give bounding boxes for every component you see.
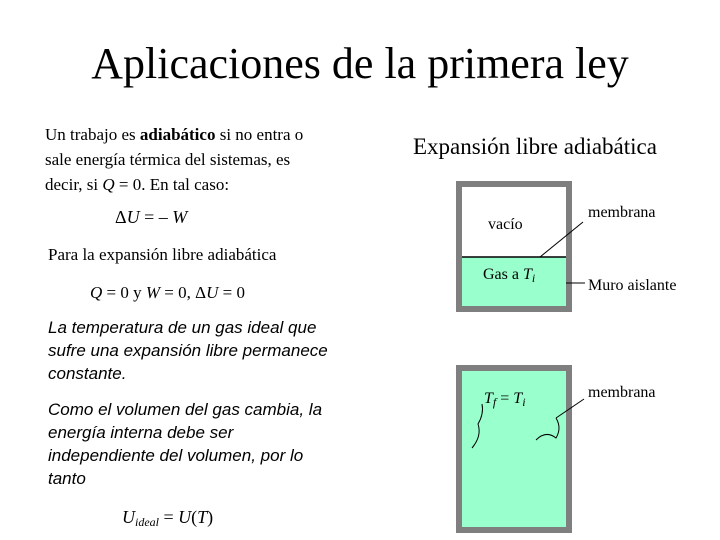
label-text: = [496, 390, 514, 407]
paragraph-line: Como el volumen del gas cambia, la [48, 400, 323, 419]
var-u: U [178, 507, 192, 527]
var-t: T [484, 390, 493, 407]
var-w: W [172, 207, 188, 227]
eq-text: = 0 y [102, 283, 146, 302]
paragraph-line: tanto [48, 469, 86, 488]
label-gas-initial [483, 266, 535, 286]
label-insulating-wall: Muro aislante [588, 277, 677, 294]
var-u: U [126, 207, 140, 227]
var-u: U [206, 283, 219, 302]
subscript-f: f [492, 395, 497, 409]
intro-text: decir, si [45, 175, 103, 194]
eq-text: = [159, 507, 179, 527]
subscript-i: i [531, 271, 536, 285]
label-text: Gas a [483, 266, 523, 283]
delta-symbol: Δ [115, 207, 127, 227]
var-t: T [197, 507, 208, 527]
delta-symbol: Δ [195, 283, 207, 302]
paragraph-line: energía interna debe ser [48, 423, 234, 442]
paren: ( [191, 507, 198, 527]
intro-text: Un trabajo es [45, 125, 140, 144]
var-t: T [513, 390, 523, 407]
var-u: U [122, 507, 135, 527]
free-expansion-line: Para la expansión libre adiabática [48, 245, 277, 264]
intro-text: = 0. En tal caso: [114, 175, 230, 194]
paren: ) [207, 507, 214, 527]
subscript-i: i [522, 395, 526, 409]
var-q: Q [102, 175, 115, 194]
label-final-temperature [484, 390, 526, 410]
eq-text: = 0 [218, 283, 245, 302]
paragraph-line: La temperatura de un gas ideal que [48, 318, 317, 337]
label-vacuum: vacío [488, 216, 523, 233]
label-membrane-bottom: membrana [588, 384, 656, 401]
paragraph-line: independiente del volumen, por lo [48, 446, 304, 465]
adiabatic-term: adiabático [139, 125, 216, 144]
paragraph-line: constante. [48, 364, 127, 383]
var-w: W [145, 283, 161, 302]
right-title: Expansión libre adiabática [413, 134, 657, 159]
var-t: T [522, 266, 532, 283]
var-q: Q [90, 283, 103, 302]
subscript-ideal: ideal [135, 515, 159, 529]
eq-text: = 0, [160, 283, 196, 302]
paragraph-line: sufre una expansión libre permanece [48, 341, 328, 360]
eq-text: = – [139, 207, 173, 227]
intro-line-2: sale energía térmica del sistemas, es [45, 150, 291, 169]
intro-text: si no entra o [215, 125, 304, 144]
label-membrane-top: membrana [588, 204, 656, 221]
slide-title: Aplicaciones de la primera ley [91, 39, 629, 88]
